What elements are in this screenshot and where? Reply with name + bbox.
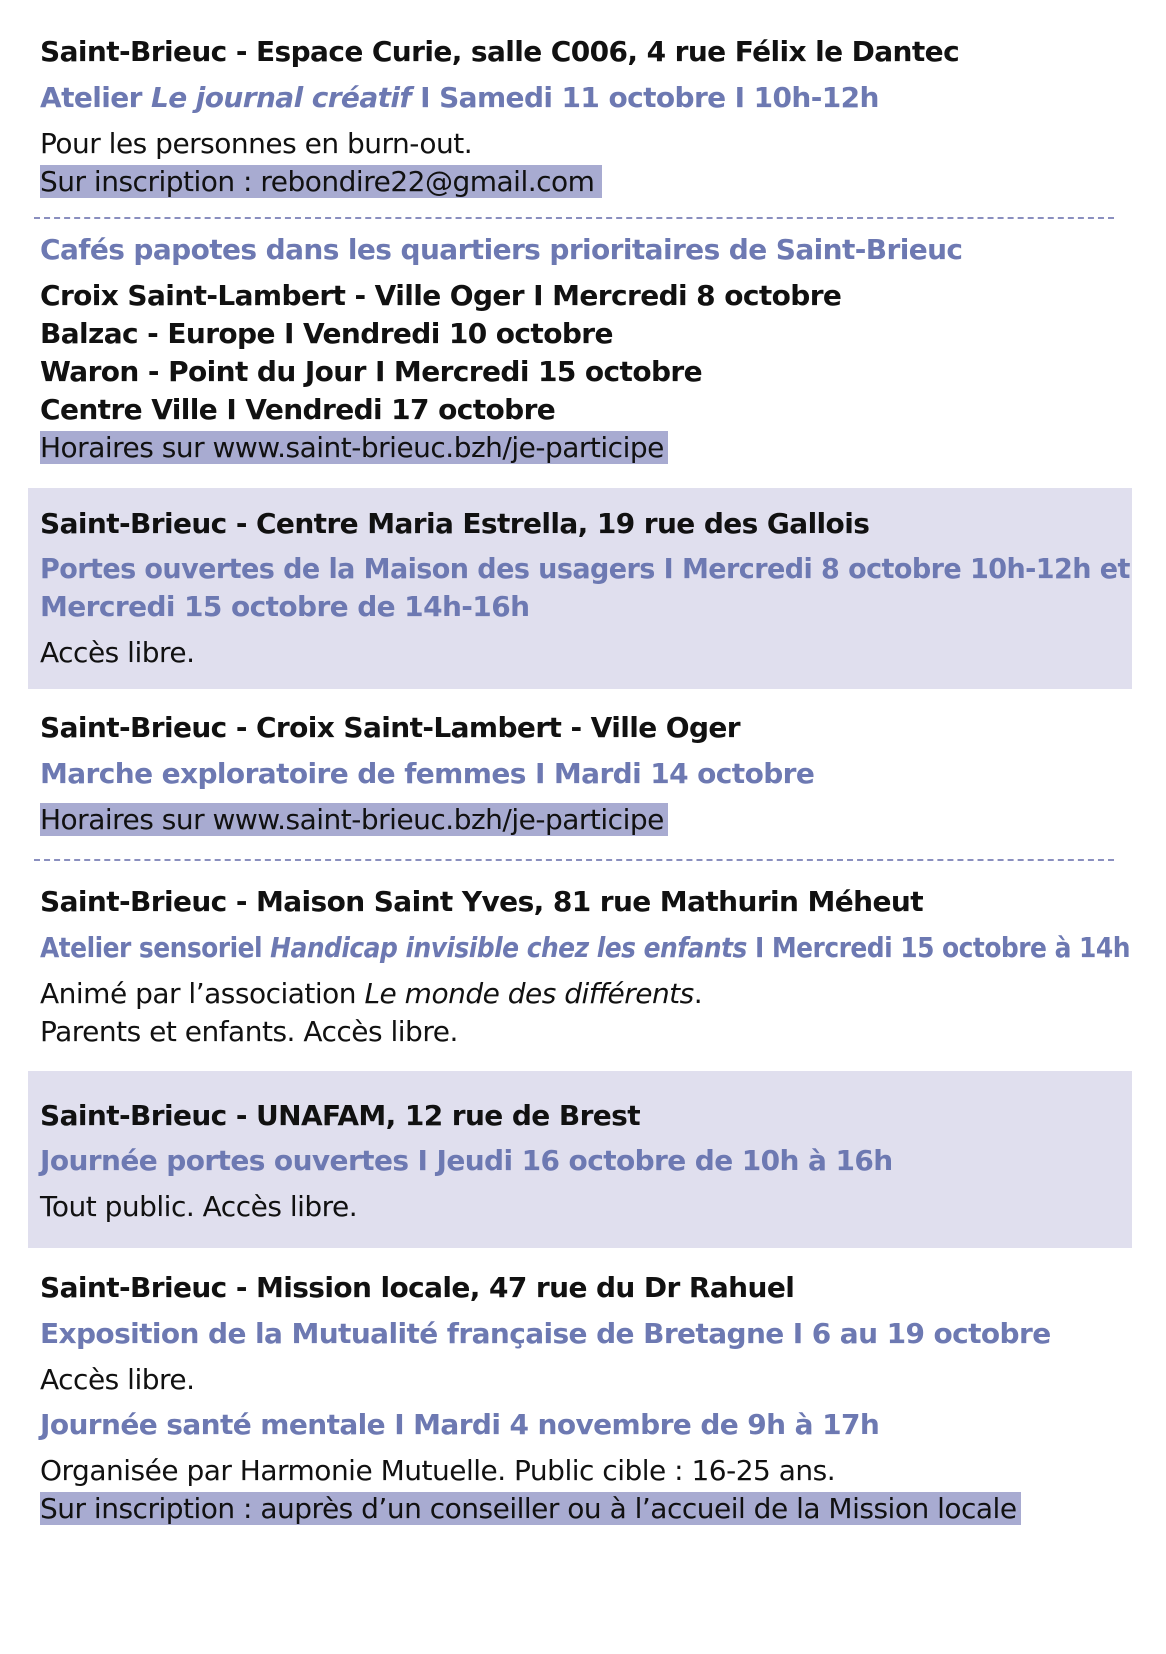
event-title-suffix: I Mercredi 15 octobre à 14h <box>746 931 1130 964</box>
event-description-suffix: . <box>693 977 703 1010</box>
highlighted-note: Horaires sur www.saint-brieuc.bzh/je-participe <box>40 803 668 836</box>
event-title <box>40 79 879 117</box>
session-line: Croix Saint-Lambert - Ville Oger I Mercredi 8 octobre <box>40 279 842 312</box>
event-venue: Saint-Brieuc - Croix Saint-Lambert - Ville Oger <box>40 711 740 744</box>
event-title: Journée portes ouvertes I Jeudi 16 octobre de 10h à 16h <box>40 1144 893 1177</box>
event-block-maria-estrella <box>28 488 1132 689</box>
event-block-cafes-papotes <box>28 228 1132 468</box>
event-description: Accès libre. <box>40 636 195 669</box>
event-description: Pour les personnes en burn-out. <box>40 127 473 160</box>
event-block-mission-locale <box>28 1266 1132 1536</box>
session-line: Balzac - Europe I Vendredi 10 octobre <box>40 317 613 350</box>
dashed-separator <box>34 859 1114 861</box>
event-registration-note <box>40 163 602 201</box>
event-block-espace-curie <box>28 30 1132 205</box>
event-title-2: Journée santé mentale I Mardi 4 novembre de 9h à 17h <box>40 1408 880 1441</box>
event-venue: Saint-Brieuc - Maison Saint Yves, 81 rue Mathurin Méheut <box>40 885 924 918</box>
event-description: Accès libre. <box>40 1363 195 1396</box>
event-venue: Saint-Brieuc - Mission locale, 47 rue du Dr Rahuel <box>40 1271 795 1304</box>
event-title-prefix: Atelier <box>40 81 151 114</box>
session-line: Centre Ville I Vendredi 17 octobre <box>40 393 556 426</box>
highlighted-note: Sur inscription : auprès d’un conseiller ou à l’accueil de la Mission locale <box>40 1492 1021 1525</box>
dashed-separator <box>34 217 1114 219</box>
event-title: Cafés papotes dans les quartiers prioritaires de Saint-Brieuc <box>40 233 963 266</box>
event-description-2: Organisée par Harmonie Mutuelle. Public cible : 16-25 ans. <box>40 1454 836 1487</box>
event-venue: Saint-Brieuc - Centre Maria Estrella, 19 rue des Gallois <box>40 507 870 540</box>
event-title: Marche exploratoire de femmes I Mardi 14 octobre <box>40 757 815 790</box>
event-title-continued: Mercredi 15 octobre de 14h-16h <box>40 590 530 623</box>
event-registration-note <box>40 1490 1021 1528</box>
event-description-2: Parents et enfants. Accès libre. <box>40 1015 458 1048</box>
highlighted-note: Sur inscription : rebondire22@gmail.com <box>40 165 602 198</box>
event-schedule-note <box>40 429 668 467</box>
event-title: Exposition de la Mutualité française de Bretagne I 6 au 19 octobre <box>40 1317 1051 1350</box>
event-title-suffix: I Samedi 11 octobre I 10h-12h <box>411 81 879 114</box>
session-line: Waron - Point du Jour I Mercredi 15 octobre <box>40 355 702 388</box>
event-venue: Saint-Brieuc - UNAFAM, 12 rue de Brest <box>40 1099 641 1132</box>
event-block-marche-exploratoire <box>28 706 1132 841</box>
event-schedule-note <box>40 801 668 839</box>
event-title <box>40 929 1130 967</box>
event-block-maison-saint-yves <box>28 880 1132 1055</box>
event-block-unafam <box>28 1071 1132 1248</box>
event-description-italic: Le monde des différents <box>364 977 694 1010</box>
event-title-italic: Le journal créatif <box>151 81 411 114</box>
event-description: Tout public. Accès libre. <box>40 1190 358 1223</box>
event-title-prefix: Atelier sensoriel <box>40 931 271 964</box>
event-venue: Saint-Brieuc - Espace Curie, salle C006, 4 rue Félix le Dantec <box>40 35 960 68</box>
event-title: Portes ouvertes de la Maison des usagers I Mercredi 8 octobre 10h-12h et <box>40 552 1130 585</box>
highlighted-note: Horaires sur www.saint-brieuc.bzh/je-participe <box>40 431 668 464</box>
event-description <box>40 975 702 1013</box>
event-description-prefix: Animé par l’association <box>40 977 365 1010</box>
event-title-italic: Handicap invisible chez les enfants <box>270 931 747 964</box>
